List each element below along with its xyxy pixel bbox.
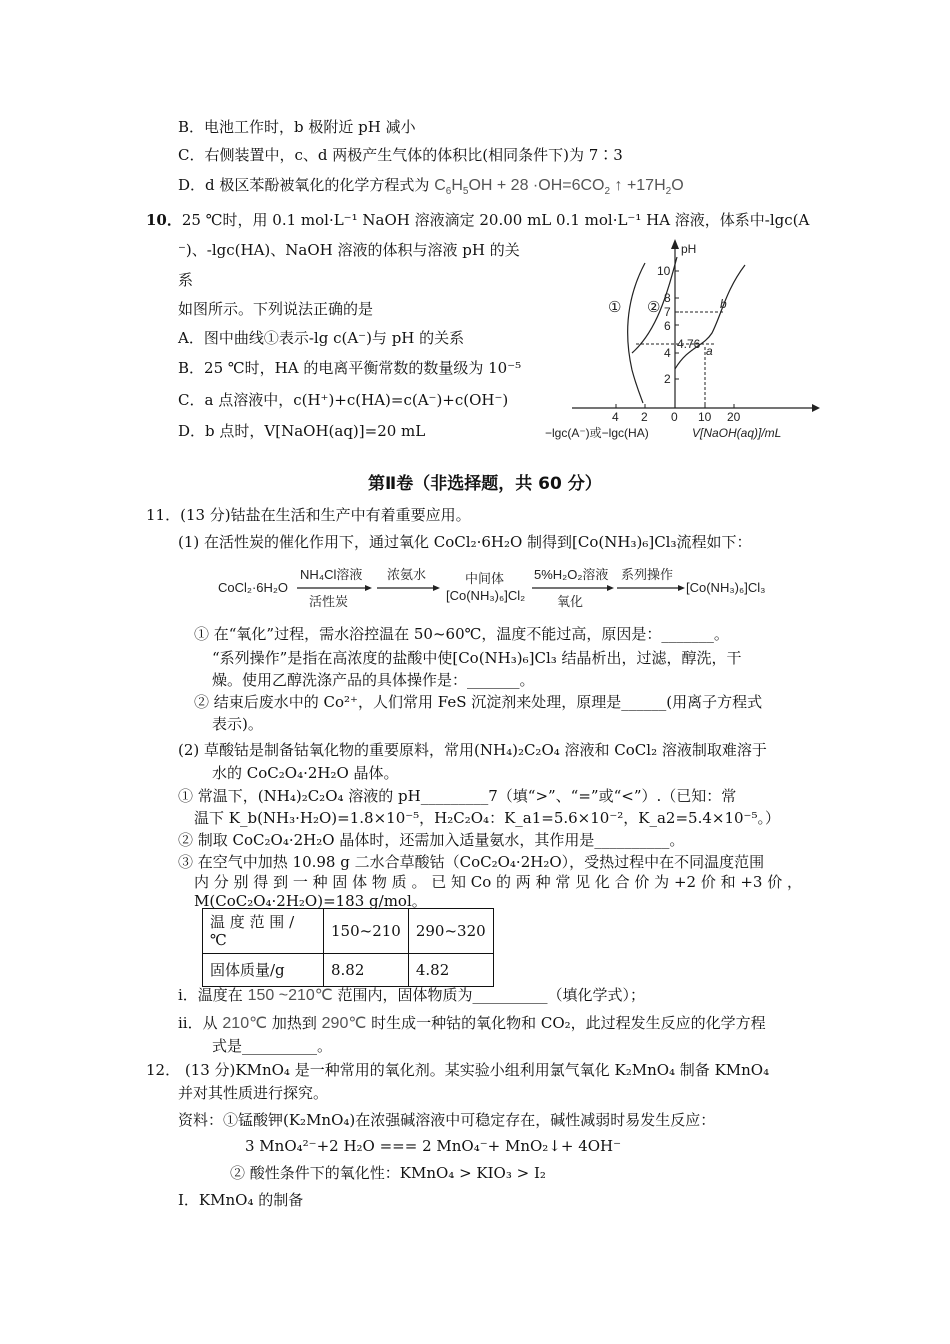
q9-option-d-text: D．d 极区苯酚被氧化的化学方程式为 bbox=[178, 176, 430, 194]
y-axis-arrow bbox=[671, 239, 679, 249]
q10-stem-line3: 系 bbox=[178, 271, 194, 289]
q11-2-sub3-line2: 内 分 别 得 到 一 种 固 体 物 质 。 已 知 Co 的 两 种 常 见 化 合 价 为 +2 价 和 +3 价 ， bbox=[194, 873, 803, 891]
point-b-label: b bbox=[720, 297, 727, 311]
x-tick-label-left-2: 2 bbox=[641, 410, 648, 424]
q11-ii-temp2: 290℃ bbox=[321, 1015, 367, 1032]
table-row bbox=[203, 954, 494, 987]
flow-arrow-1-head bbox=[365, 585, 372, 591]
x-tick-label-0: 0 bbox=[671, 410, 678, 424]
flow-arrow-3-bottom: 氧化 bbox=[557, 594, 584, 609]
x-axis-label-left: −lgc(A⁻)或−lgc(HA) bbox=[545, 426, 649, 440]
y-tick-label-8: 8 bbox=[664, 291, 671, 305]
q9-option-d bbox=[178, 175, 684, 196]
q11-1-sub2-line2: 表示)。 bbox=[212, 715, 263, 733]
q11-1-sub1-line3: 燥。使用乙醇洗涤产品的具体操作是：_______。 bbox=[212, 671, 535, 689]
q11-2-sub2: ② 制取 CoC₂O₄·2H₂O 晶体时，还需加入适量氨水，其作用是__________。 bbox=[178, 831, 685, 849]
flow-arrow-2-head bbox=[433, 585, 440, 591]
curve-1 bbox=[628, 263, 645, 403]
table-cell-mass1: 8.82 bbox=[324, 954, 409, 987]
y-tick-label-2: 2 bbox=[664, 372, 671, 386]
y-tick-label-4: 4 bbox=[664, 346, 671, 360]
q11-2-sub3-line1: ③ 在空气中加热 10.98 g 二水合草酸钴（CoC₂O₄·2H₂O），受热过程中在不同温度范围 bbox=[178, 853, 765, 871]
q11-1-sub1-line1: ① 在“氧化”过程，需水浴控温在 50~60℃，温度不能过高，原因是：_______。 bbox=[194, 625, 729, 643]
flow-arrow-4-head bbox=[678, 585, 685, 591]
q11-ii-text-b: 加热到 bbox=[271, 1014, 317, 1032]
q10-stem-line2: ⁻)、-lgc(HA)、NaOH 溶液的体积与溶液 pH 的关 bbox=[178, 241, 520, 259]
q10-stem-line4: 如图所示。下列说法正确的是 bbox=[178, 300, 374, 318]
flow-end: [Co(NH₃)₆]Cl₃ bbox=[686, 580, 766, 595]
q11-part1: (1) 在活性炭的催化作用下，通过氧化 CoCl₂·6H₂O 制得到[Co(NH₃)₆]Cl₃流程如下： bbox=[178, 533, 752, 551]
q11-1-sub1-line2: “系列操作”是指在高浓度的盐酸中使[Co(NH₃)₆]Cl₃ 结晶析出，过滤，醇洗，干 bbox=[212, 649, 742, 667]
q10-stem-text: 25 ℃时，用 0.1 mol·L⁻¹ NaOH 溶液滴定 20.00 mL 0.1 mol·L⁻¹ HA 溶液，体系中-lgc(A bbox=[181, 211, 810, 229]
curve-1-label: ① bbox=[608, 299, 622, 316]
q11-i-text-a: i．温度在 bbox=[178, 986, 243, 1004]
q9-option-c: C．右侧装置中，c、d 两极产生气体的体积比(相同条件下)为 7∶3 bbox=[178, 146, 623, 164]
x-axis-label-right: V[NaOH(aq)]/mL bbox=[692, 426, 782, 440]
table-header-temp bbox=[203, 909, 324, 954]
q11-part2-line1: (2) 草酸钴是制备钴氧化物的重要原料，常用(NH₄)₂C₂O₄ 溶液和 CoCl₂ 溶液制取难溶于 bbox=[178, 741, 767, 759]
flow-mid-bottom: [Co(NH₃)₆]Cl₂ bbox=[446, 588, 526, 603]
flow-arrow-1-top: NH₄Cl溶液 bbox=[300, 567, 363, 582]
q12-equation: 3 MnO₄²⁻+2 H₂O === 2 MnO₄⁻+ MnO₂↓+ 4OH⁻ bbox=[245, 1137, 622, 1155]
q9-option-b: B．电池工作时，b 极附近 pH 减小 bbox=[178, 118, 416, 136]
x-tick-label-left-4: 4 bbox=[612, 410, 619, 424]
q12-info-2: ② 酸性条件下的氧化性：KMnO₄ > KIO₃ > I₂ bbox=[230, 1164, 546, 1182]
table-row-label: 固体质量/g bbox=[203, 954, 324, 987]
q11-ii-temp1: 210℃ bbox=[222, 1015, 268, 1032]
point-a-label: a bbox=[706, 344, 713, 358]
flow-arrow-2-top: 浓氨水 bbox=[387, 567, 427, 582]
q10-option-b: B．25 ℃时，HA 的电离平衡常数的数量级为 10⁻⁵ bbox=[178, 359, 522, 377]
table-header-temp-line1: 温 度 范 围 / bbox=[210, 913, 295, 931]
q11-1-sub2-line1: ② 结束后废水中的 Co²⁺，人们常用 FeS 沉淀剂来处理，原理是______(用离子方程式 bbox=[194, 693, 763, 711]
q11-2-sub3-line3: M(CoC₂O₄·2H₂O)=183 g/mol。 bbox=[194, 892, 427, 910]
y-tick-label-7: 7 bbox=[664, 305, 671, 319]
curve-2-label: ② bbox=[647, 299, 661, 316]
q11-ii-line1 bbox=[178, 1013, 766, 1034]
section-2-title: 第Ⅱ卷（非选择题，共 60 分） bbox=[368, 474, 602, 494]
titration-chart bbox=[540, 235, 820, 445]
decomposition-table bbox=[202, 908, 494, 987]
q10-option-c: C．a 点溶液中，c(H⁺)+c(HA)=c(A⁻)+c(OH⁻) bbox=[178, 391, 509, 409]
q11-ii-line2: 式是__________。 bbox=[212, 1037, 333, 1055]
q12-stem-line2: 并对其性质进行探究。 bbox=[178, 1084, 329, 1102]
table-header-range2: 290~320 bbox=[408, 909, 493, 954]
flow-arrow-3-head bbox=[607, 585, 614, 591]
q11-part2-line2: 水的 CoC₂O₄·2H₂O 晶体。 bbox=[212, 764, 399, 782]
table-header-temp-line2: ℃ bbox=[210, 931, 227, 949]
q12-section-1: I．KMnO₄ 的制备 bbox=[178, 1191, 304, 1209]
x-tick-label-10: 10 bbox=[698, 410, 712, 424]
phenol-oxidation-equation: $C_6H_5OH + 28 \cdot OH=6CO_2$ ↑ $+17H_2O$ bbox=[434, 177, 684, 198]
synthesis-flowchart bbox=[205, 560, 795, 615]
q11-i bbox=[178, 985, 645, 1006]
q10-stem-line1 bbox=[146, 210, 809, 230]
q11-2-sub1-line1: ① 常温下，(NH₄)₂C₂O₄ 溶液的 pH_________7（填“>”、“=”或“<”）.（已知：常 bbox=[178, 787, 737, 805]
q11-2-sub1-line2: 温下 K_b(NH₃·H₂O)=1.8×10⁻⁵，H₂C₂O₄：K_a1=5.6×10⁻²，K_a2=5.4×10⁻⁵。） bbox=[194, 809, 780, 827]
q10-number: 10． bbox=[146, 211, 182, 229]
y-axis-label: pH bbox=[681, 242, 697, 256]
flow-arrow-1-bottom: 活性炭 bbox=[309, 594, 349, 609]
flow-start: CoCl₂·6H₂O bbox=[218, 580, 289, 595]
q12-stem-line1: 12． (13 分)KMnO₄ 是一种常用的氧化剂。某实验小组利用氯气氧化 K₂MnO₄ 制备 KMnO₄ bbox=[146, 1061, 770, 1079]
q11-stem: 11．(13 分)钴盐在生活和生产中有着重要应用。 bbox=[146, 506, 471, 524]
table-cell-mass2: 4.82 bbox=[408, 954, 493, 987]
table-row bbox=[203, 909, 494, 954]
x-tick-group bbox=[612, 404, 741, 424]
x-tick-label-20: 20 bbox=[727, 410, 741, 424]
q10-option-a: A．图中曲线①表示-lg c(A⁻)与 pH 的关系 bbox=[178, 329, 465, 347]
table-header-range1: 150~210 bbox=[324, 909, 409, 954]
x-axis-arrow bbox=[812, 404, 820, 412]
q11-i-text-b: 范围内，固体物质为__________（填化学式）； bbox=[337, 986, 646, 1004]
q11-ii-text-a: ii．从 bbox=[178, 1014, 218, 1032]
y-mark-4-76: 4.76 bbox=[677, 337, 701, 351]
q11-i-temp-range: 150 ~210℃ bbox=[247, 987, 333, 1004]
y-tick-label-6: 6 bbox=[664, 319, 671, 333]
y-tick-group bbox=[657, 264, 701, 386]
q12-info-1: 资料：①锰酸钾(K₂MnO₄)在浓强碱溶液中可稳定存在，碱性减弱时易发生反应： bbox=[178, 1111, 716, 1129]
flow-mid-top: 中间体 bbox=[465, 571, 505, 586]
y-tick-label-10: 10 bbox=[657, 264, 671, 278]
q11-ii-text-c: 时生成一种钴的氧化物和 CO₂，此过程发生反应的化学方程 bbox=[371, 1014, 766, 1032]
q10-option-d: D．b 点时，V[NaOH(aq)]=20 mL bbox=[178, 422, 426, 440]
flow-arrow-4-top: 系列操作 bbox=[621, 567, 674, 582]
flow-arrow-3-top: 5%H₂O₂溶液 bbox=[534, 567, 609, 582]
